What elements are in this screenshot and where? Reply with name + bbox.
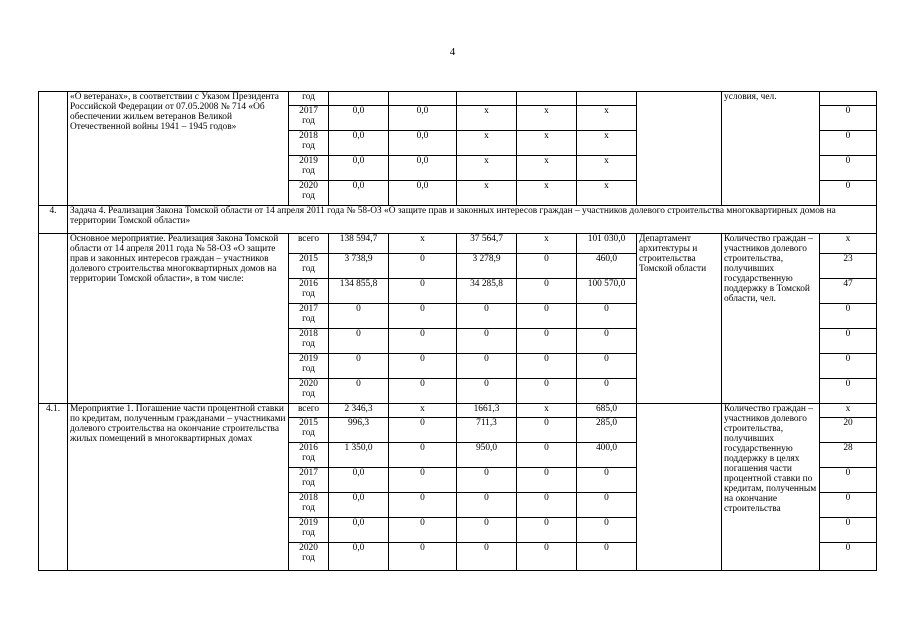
table-row: 2016 год 134 855,8 0 34 285,8 0 100 570,0 47 xyxy=(39,279,877,304)
year-cell: год xyxy=(289,92,329,106)
executor-cell xyxy=(637,92,722,206)
item-number: 4.1. xyxy=(39,404,68,571)
activity-description: Мероприятие 1. Погашение части процентной ставки по кредитам, полученным гражданами – участниками долевого строительства на окончание строительства жилых помещений в многоквартирных домах xyxy=(68,404,289,571)
table-row: 2016 год 1 350,0 0 950,0 0 400,0 28 xyxy=(39,443,877,468)
activity-description: «О ветеранах», в соответствии с Указом Президента Российской Федерации от 07.05.2008 № 714 «Об обеспечении жильем ветеранов Великой Отечественной войны 1941 – 1945 годов» xyxy=(68,92,289,206)
year-cell: 2018 год xyxy=(289,493,329,518)
program-table xyxy=(38,91,877,571)
year-cell: 2020 год xyxy=(289,543,329,571)
year-cell: всего xyxy=(289,404,329,418)
page-number: 4 xyxy=(449,46,456,58)
indicator-description: Количество граждан – участников долевого строительства, получивших государственную поддержку в целях погашения части процентной ставки по кредитам, полученным на окончание строительства xyxy=(722,404,820,571)
activity-description: Основное мероприятие. Реализация Закона Томской области от 14 апреля 2011 года № 58-ОЗ «О защите прав и законных интересов граждан – участников долевого строительства многоквартирных домов на территории Томской области», в том числе: xyxy=(68,234,289,404)
year-cell: всего xyxy=(289,234,329,254)
year-cell: 2016 год xyxy=(289,443,329,468)
table-row xyxy=(39,92,877,106)
table-row: Основное мероприятие. Реализация Закона Томской области от 14 апреля 2011 года № 58-ОЗ «О защите прав и законных интересов граждан – участников долевого строительства многоквартирных домов на территории Томской области», в том числе: всего 138 594,7 x 37 564,7 x 101 030,0 Департамент архитектуры и строительства Томской области Количество граждан – участников долевого строительства, получивших государственную поддержку в Томской области, чел. x xyxy=(39,234,877,254)
year-cell: 2020 год xyxy=(289,181,329,206)
table-row: 2017 год 0 0 0 0 0 0 xyxy=(39,304,877,329)
year-cell: 2018 год xyxy=(289,131,329,156)
table-row: 2019 год 0 0 0 0 0 0 xyxy=(39,354,877,379)
year-cell: 2017 год xyxy=(289,468,329,493)
table-row: 2017 год 0,0 0,0 x x x 0 xyxy=(39,106,877,131)
table-row: 2018 год 0 0 0 0 0 0 xyxy=(39,329,877,354)
table-row: 2019 год 0,0 0 0 0 0 0 xyxy=(39,518,877,543)
table-row: 2017 год 0,0 0 0 0 0 0 xyxy=(39,468,877,493)
task-number: 4. xyxy=(39,206,68,234)
table-row: 2020 год 0,0 0,0 x x x 0 xyxy=(39,181,877,206)
indicator-description: условия, чел. xyxy=(722,92,820,206)
table-row: 2019 год 0,0 0,0 x x x 0 xyxy=(39,156,877,181)
table-row: 2020 год 0 0 0 0 0 0 xyxy=(39,379,877,404)
year-cell: 2018 год xyxy=(289,329,329,354)
year-cell: 2016 год xyxy=(289,279,329,304)
year-cell: 2017 год xyxy=(289,106,329,131)
executor-cell: Департамент архитектуры и строительства Томской области xyxy=(637,234,722,404)
table-row: 2015 год 996,3 0 711,3 0 285,0 20 xyxy=(39,418,877,443)
table-row: 2020 год 0,0 0 0 0 0 0 xyxy=(39,543,877,571)
task-row xyxy=(39,206,877,234)
year-cell: 2019 год xyxy=(289,354,329,379)
year-cell: 2019 год xyxy=(289,518,329,543)
executor-cell xyxy=(637,404,722,571)
task-title: Задача 4. Реализация Закона Томской области от 14 апреля 2011 года № 58-ОЗ «О защите прав и законных интересов граждан – участников долевого строительства многоквартирных домов на территории Томской области» xyxy=(68,206,877,234)
indicator-description: Количество граждан – участников долевого строительства, получивших государственную поддержку в Томской области, чел. xyxy=(722,234,820,404)
table-row: 2015 год 3 738,9 0 3 278,9 0 460,0 23 xyxy=(39,254,877,279)
year-cell: 2019 год xyxy=(289,156,329,181)
year-cell: 2020 год xyxy=(289,379,329,404)
year-cell: 2017 год xyxy=(289,304,329,329)
table-row: 2018 год 0,0 0,0 x x x 0 xyxy=(39,131,877,156)
year-cell: 2015 год xyxy=(289,418,329,443)
table-row: 2018 год 0,0 0 0 0 0 0 xyxy=(39,493,877,518)
table-row: 4.1. Мероприятие 1. Погашение части процентной ставки по кредитам, полученным гражданами – участниками долевого строительства на окончание строительства жилых помещений в многоквартирных домах всего 2 346,3 x 1661,3 x 685,0 Количество граждан – участников долевого строительства, получивших государственную поддержку в целях погашения части процентной ставки по кредитам, полученным на окончание строительства x xyxy=(39,404,877,418)
year-cell: 2015 год xyxy=(289,254,329,279)
